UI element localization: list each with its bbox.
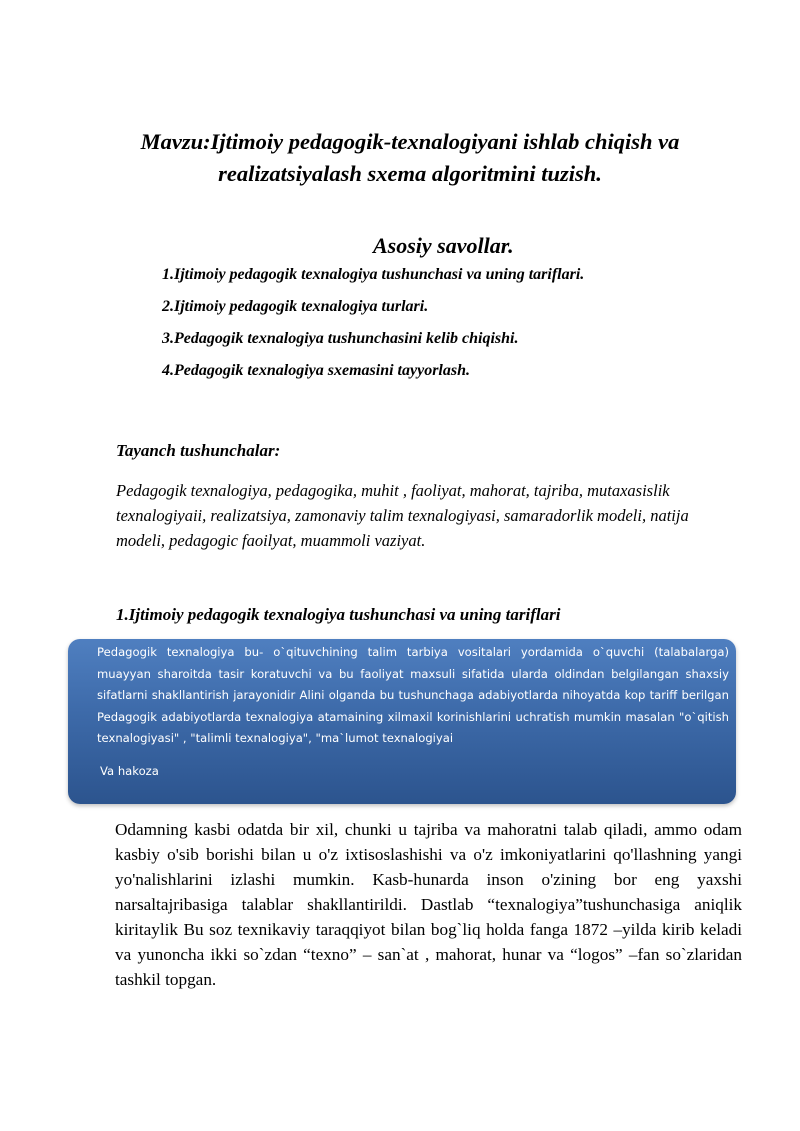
question-item: 3.Pedagogik texnalogiya tushunchasini kelib chiqishi.	[162, 330, 519, 347]
keywords-heading: Tayanch tushunchalar:	[116, 441, 281, 460]
question-item: 2.Ijtimoiy pedagogik texnalogiya turlari.	[162, 298, 429, 315]
title-line-1: Mavzu:Ijtimoiy pedagogik-texnalogiyani ishlab chiqish va	[140, 129, 680, 155]
definition-etc: Va hakoza	[100, 764, 159, 778]
questions-list	[162, 262, 584, 390]
section-heading: 1.Ijtimoiy pedagogik texnalogiya tushunchasi va uning tariflari	[116, 605, 561, 624]
questions-heading: Asosiy savollar.	[373, 233, 514, 258]
body-paragraph: Odamning kasbi odatda bir xil, chunki u tajriba va mahoratni talab qiladi, ammo odam kasbiy o'sib borishi bilan u o'z ixtisoslashishi va o'z imkoniyatlarini qo'llashning yangi yo'nalishlarini izlashi mumkin. Kasb-hunarda inson o'zining bor eng yaxshi narsaltajribasiga talablar shakllantirildi. Dastlab “texnalogiya”tushunchasiga aniqlik kiritaylik Bu soz texnikaviy taraqqiyot bilan bog`liq holda fanga 1872 –yilda kirib keladi va yunoncha ikki so`zdan “texno” – san`at , mahorat, hunar va “logos” –fan so`zlaridan tashkil topgan.	[115, 820, 742, 989]
question-item: 4.Pedagogik texnalogiya sxemasini tayyorlash.	[162, 362, 470, 379]
question-item: 1.Ijtimoiy pedagogik texnalogiya tushunchasi va uning tariflari.	[162, 266, 585, 283]
keywords-text: Pedagogik texnalogiya, pedagogika, muhit , faoliyat, mahorat, tajriba, mutaxasislik texnalogiyaii, realizatsiya, zamonaviy talim texnalogiyasi, samaradorlik modeli, natija modeli, pedagogic faoilyat, muammoli vaziyat.	[116, 481, 689, 550]
title-line-2: realizatsiyalash sxema algoritmini tuzish.	[218, 161, 602, 187]
definition-text: Pedagogik texnalogiya bu- o`qituvchining talim tarbiya vositalari yordamida o`quvchi (talabalarga) muayyan sharoitda tasir koratuvchi va bu faoliyat maxsuli sifatida ularda oldindan belgilangan shaxsiy sifatlarni shakllantirish jarayonidir Alini olganda bu tushunchaga adabiyotlarda nihoyatda kop tariff berilgan Pedagogik adabiyotlarda texnalogiya atamaining xilmaxil korinishlarini uchratish mumkin masalan "o`qitish texnalogiyasi" , "talimli texnalogiya", "ma`lumot texnalogiyai	[97, 645, 729, 745]
definition-callout	[68, 639, 736, 804]
document-title	[110, 126, 710, 190]
